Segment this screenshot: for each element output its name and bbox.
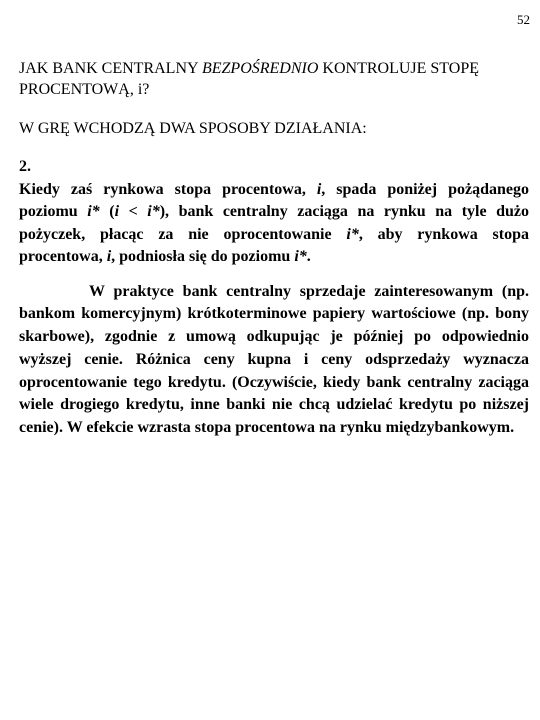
section-2: [19, 156, 529, 269]
symbol-i-star: i*: [87, 203, 100, 220]
title-part1: JAK BANK CENTRALNY: [19, 60, 202, 77]
symbol-i: i: [114, 203, 120, 220]
section-text-segment: <: [119, 203, 148, 220]
document-body: [19, 58, 529, 440]
section-text-segment: Kiedy zaś rynkowa stopa procentowa,: [19, 180, 317, 198]
symbol-i: i: [316, 180, 322, 198]
page-title: [19, 58, 529, 100]
section-text-segment: , aby rynkowa stopa procentowa,: [19, 225, 529, 265]
section-number: 2.: [19, 158, 31, 175]
section-text-segment: , podniosła się do poziomu: [111, 248, 295, 265]
title-part2: KONTROLUJE STOPĘ PROCENTOWĄ, i?: [19, 60, 480, 98]
subheading: W GRĘ WCHODZĄ DWA SPOSOBY DZIAŁANIA:: [19, 120, 367, 137]
section-text-segment: .: [306, 248, 311, 265]
section-text: [19, 179, 529, 269]
symbol-i-star: i*: [294, 248, 307, 265]
section-text-segment: , spada poniżej pożądanego poziomu: [19, 180, 529, 220]
symbol-i-star: i*: [346, 225, 359, 243]
symbol-i: i: [106, 248, 112, 265]
title-emphasis: BEZPOŚREDNIO: [201, 60, 319, 77]
section-text-segment: (: [99, 203, 115, 220]
symbol-i-star: i*: [147, 203, 160, 220]
section-text-segment: ), bank centralny zaciąga na rynku na tyle dużo pożyczek, płacąc za nie oprocentowanie: [19, 203, 530, 243]
page-number: 52: [517, 12, 530, 27]
practice-paragraph: W praktyce bank centralny sprzedaje zainteresowanym (np. bankom komercyjnym) krótkoterminowe papiery wartościowe (np. bony skarbowe), zgodnie z umową odkupując je później po odpowiednio wyższej cenie. Różnica ceny kupna i ceny odsprzedaży wyznacza oprocentowanie tego kredytu. (Oczywiście, kiedy bank centralny zaciąga wiele drogiego kredytu, inne banki nie chcą udzielać kredytu po niższej cenie). W efekcie wzrasta stopa procentowa na rynku międzybankowym.: [19, 282, 529, 437]
